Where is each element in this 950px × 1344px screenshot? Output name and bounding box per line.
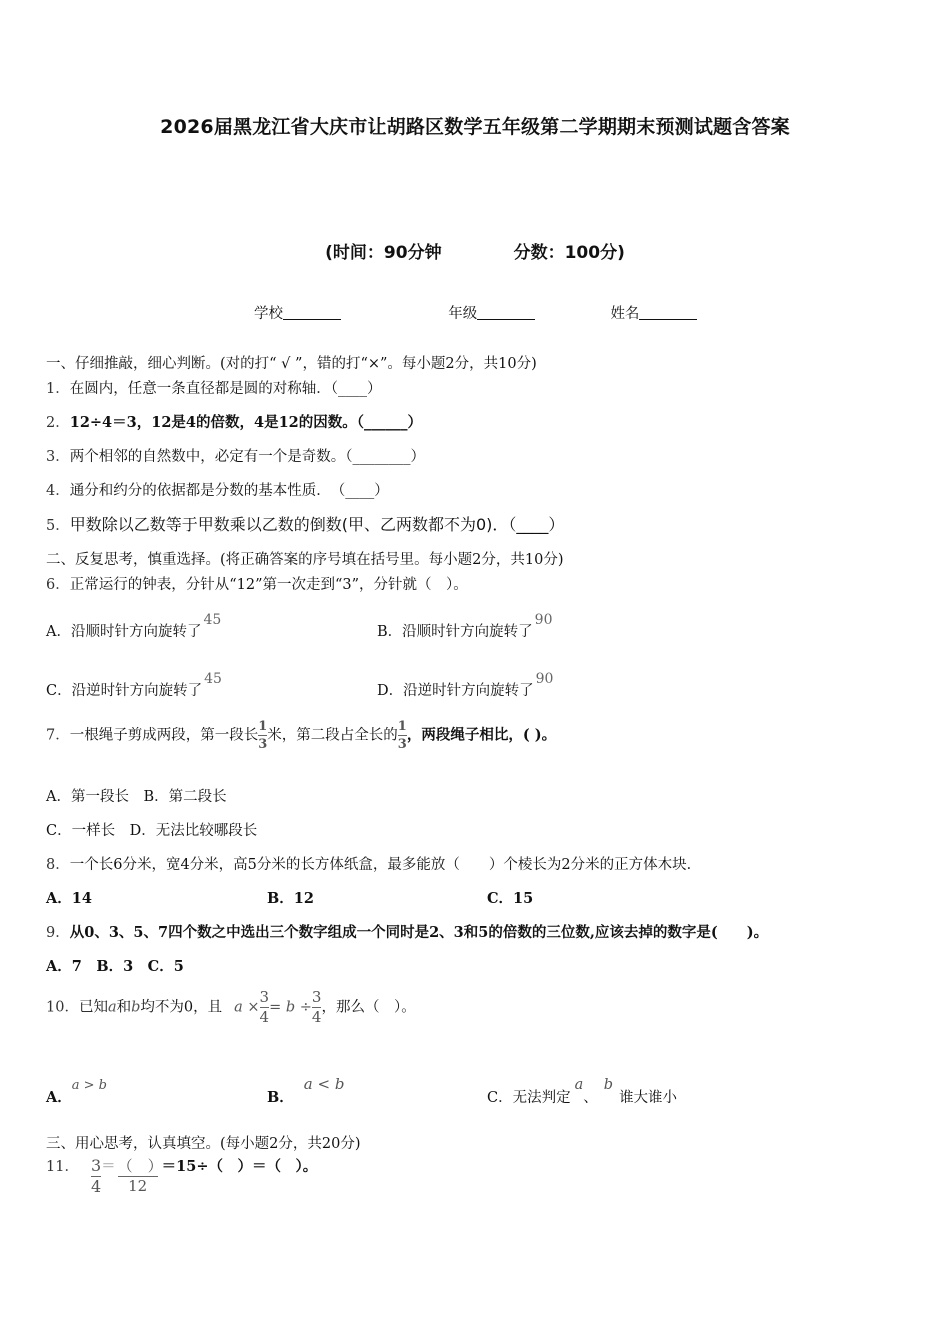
option-expression: a > b [71,1078,107,1093]
exam-score: 分数：100分) [513,243,625,263]
option-label: A．沿顺时针方向旋转了 [46,624,202,640]
option-label: B． [267,1089,294,1106]
question-text: 和 [116,999,132,1016]
fraction: $\frac{3}{4}$ [259,988,270,1026]
option-label: C．无法判定 [487,1090,571,1106]
variable-a: a [574,1077,584,1093]
exam-time: (时间：90分钟 [325,243,442,263]
question-number: 11． [46,1158,79,1175]
question-number: 6． [46,577,70,593]
question-text: ＝15÷（ ）＝（ ）。 [161,1157,318,1175]
fraction: $\frac{3}{4}$ [90,1156,102,1196]
option-expression: a < b [303,1075,345,1093]
fraction: $\frac{3}{4}$ [311,988,322,1026]
option-value: 45 [204,671,222,687]
variable-b: b [603,1077,614,1093]
q10-option-c[interactable] [487,1073,678,1106]
question-text: 均不为0，且 [140,999,223,1016]
question-number: 10． [46,999,79,1016]
question-number: 4． [46,483,70,499]
question-text: 通分和约分的依据都是分数的基本性质． （____） [69,483,389,499]
variable-a: a [107,999,117,1016]
question-4 [46,479,389,500]
name-blank[interactable] [639,305,697,320]
question-11 [46,1158,317,1195]
student-info-row [254,302,697,323]
q6-option-b[interactable] [377,612,553,641]
question-text: 12÷4＝3，12是4的倍数，4是12的因数。（______） [69,414,423,431]
question-text: 一个长6分米，宽4分米，高5分米的长方体纸盒，最多能放（ ）个棱长为2分米的正方体木块． [69,857,702,873]
question-number: 1． [46,381,70,397]
q8-option-b[interactable]: B．12 [267,890,314,907]
question-number: 3． [46,449,70,465]
option-label: B．沿顺时针方向旋转了 [377,624,533,640]
question-7 [46,720,556,751]
grade-blank[interactable] [477,305,535,320]
question-10 [46,990,416,1025]
question-text: 正常运行的钟表，分针从“12”第一次走到“3”，分针就（ ）。 [69,577,468,593]
question-text: ，两段绳子相比，( )。 [406,726,557,744]
equation-mid: = b ÷ [269,999,312,1016]
question-text: 米，第二段占全长的 [267,727,398,744]
q10-option-a[interactable] [46,1073,107,1106]
name-label: 姓名 [610,306,640,322]
exam-meta [0,238,950,263]
question-number: 9． [46,925,70,941]
option-value: 45 [203,612,222,628]
question-number: 8． [46,857,70,873]
school-label: 学校 [254,306,283,322]
q6-option-c[interactable] [46,671,222,700]
option-label: D．沿逆时针方向旋转了 [377,683,534,699]
school-blank[interactable] [283,305,341,320]
q6-option-d[interactable] [377,671,554,700]
q8-option-a[interactable]: A．14 [46,890,92,907]
option-value: 90 [534,612,553,628]
question-text: ，那么（ ）。 [321,999,416,1016]
separator: 、 [583,1090,598,1106]
question-5 [46,512,564,535]
question-text: 两个相邻的自然数中，必定有一个是奇数。（________） [69,449,425,465]
option-label: C．沿逆时针方向旋转了 [46,683,203,699]
equals-sign: ＝ [101,1158,116,1175]
section2-heading: 二、反复思考，慎重选择。(将正确答案的序号填在括号里。每小题2分，共10分) [46,552,564,568]
page-title: 2026届黑龙江省大庆市让胡路区数学五年级第二学期期末预测试题含答案 [160,116,790,138]
question-number: 2． [46,415,70,431]
question-2 [46,411,422,432]
q9-options[interactable]: A．7 B．3 C．5 [46,958,184,975]
question-number: 7． [46,727,70,744]
fraction: $\frac{1}{3}$ [397,719,407,752]
q7-options-row2[interactable]: C．一样长 D．无法比较哪段长 [46,823,258,839]
grade-label: 年级 [448,306,478,322]
fraction: $\frac{1}{3}$ [258,719,268,752]
question-text: 从0、3、5、7四个数之中选出三个数字组成一个同时是2、3和5的倍数的三位数,应该去掉的数字是( )。 [69,924,769,941]
question-8 [46,853,701,874]
section1-heading: 一、仔细推敲，细心判断。(对的打“ √ ”，错的打“×”。每小题2分，共10分) [46,356,537,372]
question-1 [46,377,381,398]
fraction: $\frac{( )}{12}$ [117,1157,163,1195]
equation-left: a × [234,999,260,1016]
variable-b: b [131,999,141,1016]
question-text: 在圆内，任意一条直径都是圆的对称轴．（____） [69,381,382,397]
question-text: 一根绳子剪成两段，第一段长 [69,727,259,744]
option-text: 谁大谁小 [619,1090,678,1106]
question-text: 甲数除以乙数等于甲数乘以乙数的倒数(甲、乙两数都不为0)．（____） [69,515,565,534]
question-text: 已知 [78,999,108,1016]
q6-option-a[interactable] [46,612,222,641]
question-3 [46,445,425,466]
question-9 [46,921,768,942]
question-number: 5． [46,518,70,534]
q7-options-row1[interactable]: A．第一段长 B．第二段长 [46,789,227,805]
section3-heading: 三、用心思考，认真填空。(每小题2分，共20分) [46,1136,361,1152]
option-label: A． [46,1089,72,1106]
question-6 [46,573,468,594]
q10-option-b[interactable] [267,1073,345,1106]
q8-option-c[interactable]: C．15 [487,890,534,907]
option-value: 90 [535,671,554,687]
